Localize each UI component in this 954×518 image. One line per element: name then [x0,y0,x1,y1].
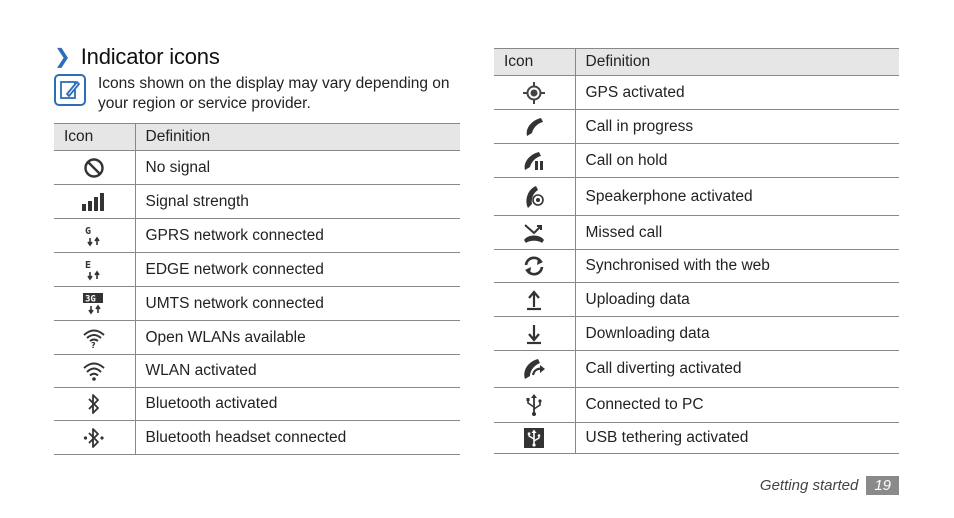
svg-text:?: ? [91,340,96,349]
definition-cell: Bluetooth activated [135,388,460,421]
definition-cell: Uploading data [575,283,899,317]
usb-icon [494,388,575,423]
definition-cell: GPRS network connected [135,219,460,253]
indicator-table-left [54,123,460,455]
table-row [494,110,899,144]
call-divert-icon [494,351,575,388]
table-row [494,317,899,351]
table-row [54,388,460,421]
table-row [54,253,460,287]
definition-cell: Missed call [575,216,899,250]
column-header-icon: Icon [494,49,575,76]
table-row [54,355,460,388]
definition-cell: Connected to PC [575,388,899,423]
definition-cell: USB tethering activated [575,423,899,454]
chevron-right-icon: ❯ [54,46,71,68]
note-box [54,74,464,114]
table-row [494,351,899,388]
indicator-table-right [494,48,899,454]
note-pencil-icon [54,74,86,106]
definition-cell: Downloading data [575,317,899,351]
sync-icon [494,250,575,283]
table-row [54,185,460,219]
table-header-row [54,124,460,151]
definition-cell: WLAN activated [135,355,460,388]
missed-call-icon [494,216,575,250]
table-row [54,219,460,253]
table-row [494,283,899,317]
no-signal-icon [54,151,135,185]
definition-cell: EDGE network connected [135,253,460,287]
table-row [494,423,899,454]
definition-cell: Synchronised with the web [575,250,899,283]
page-title: Indicator icons [80,44,220,69]
table-row [54,421,460,455]
definition-cell: Call in progress [575,110,899,144]
call-on-hold-icon [494,144,575,178]
table-row [494,250,899,283]
wlan-icon [54,355,135,388]
table-row [54,287,460,321]
table-row [54,321,460,355]
bluetooth-icon [54,388,135,421]
table-row [494,76,899,110]
table-row [494,216,899,250]
definition-cell: Bluetooth headset connected [135,421,460,455]
table-row [494,388,899,423]
table-header-row [494,49,899,76]
svg-text:3G: 3G [85,294,97,304]
note-text: Icons shown on the display may vary depending on your region or service provider. [98,75,450,112]
footer-section-label: Getting started [759,477,859,494]
table-row [494,144,899,178]
table-row [494,178,899,216]
download-icon [494,317,575,351]
page-footer [760,476,899,495]
column-header-definition: Definition [575,49,899,76]
column-header-icon: Icon [54,124,135,151]
usb-tethering-icon [494,423,575,454]
definition-cell: Signal strength [135,185,460,219]
definition-cell: Call diverting activated [575,351,899,388]
edge-icon [54,253,135,287]
page-number: 19 [866,476,899,495]
call-in-progress-icon [494,110,575,144]
section-heading [54,44,220,70]
definition-cell: GPS activated [575,76,899,110]
umts-icon [54,287,135,321]
definition-cell: Speakerphone activated [575,178,899,216]
speakerphone-icon [494,178,575,216]
column-header-definition: Definition [135,124,460,151]
definition-cell: Call on hold [575,144,899,178]
definition-cell: Open WLANs available [135,321,460,355]
svg-text:E: E [85,259,92,271]
gprs-icon [54,219,135,253]
table-row [54,151,460,185]
open-wlan-icon [54,321,135,355]
definition-cell: No signal [135,151,460,185]
signal-strength-icon [54,185,135,219]
bluetooth-headset-icon [54,421,135,455]
definition-cell: UMTS network connected [135,287,460,321]
upload-icon [494,283,575,317]
gps-icon [494,76,575,110]
svg-text:G: G [85,225,92,237]
